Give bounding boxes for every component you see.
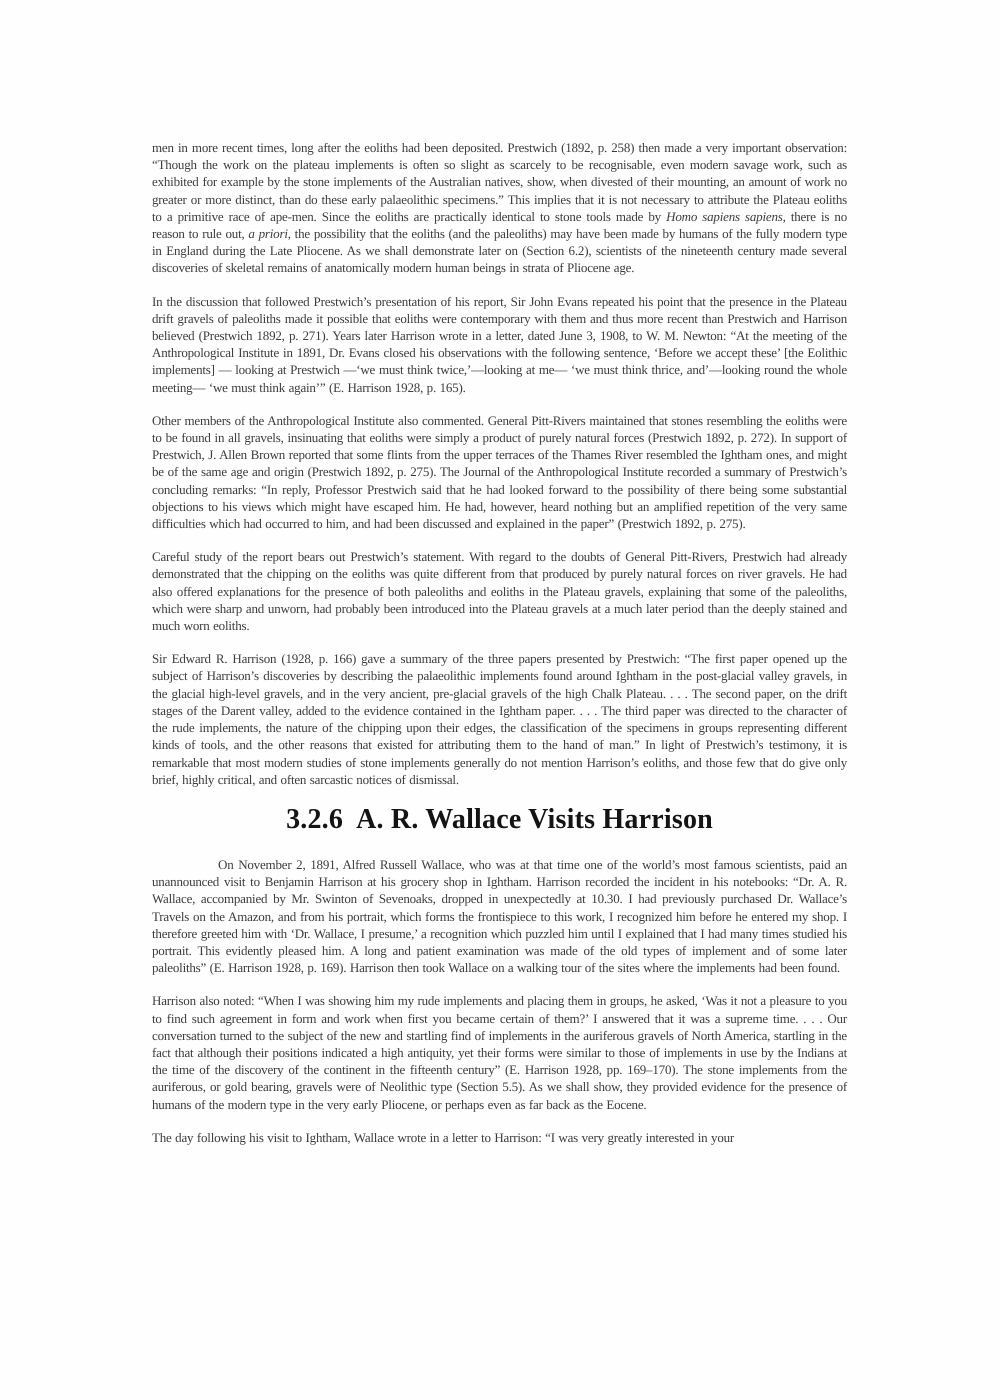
body-paragraph-7	[152, 992, 847, 1112]
paragraph-text: , the possibility that the eoliths (and the paleoliths) may have been made by humans of the fully modern type in England during the Late Pliocene. As we shall demonstrate later on (Section 6.2), scientists of the nineteenth century made several discoveries of skeletal remains of anatomically modern human beings in strata of Pliocene age.	[152, 226, 847, 276]
body-paragraph-4	[152, 548, 847, 634]
paragraph-text: Harrison also noted: “When I was showing him my rude implements and placing them in groups, he asked, ‘Was it not a pleasure to you to find such agreement in form and work when first you became certain of them?’ I answered that it was a supreme time. . . . Our conversation turned to the subject of the new and startling find of implements in the auriferous gravels of North America, startling in the fact that although their positions indicated a high antiquity, yet their forms were similar to those of implements in use by the Indians at the time of the discovery of the continent in the fifteenth century” (E. Harrison 1928, pp. 169–170). The stone implements from the auriferous, or gold bearing, gravels were of Neolithic type (Section 5.5). As we shall show, they provided evidence for the presence of humans of the modern type in the very early Pliocene, or perhaps even as far back as the Eocene.	[152, 993, 847, 1112]
paragraph-text: Other members of the Anthropological Institute also commented. General Pitt-Rivers maintained that stones resembling the eoliths were to be found in all gravels, insinuating that eoliths were simply a product of purely natural forces (Prestwich 1892, p. 272). In support of Prestwich, J. Allen Brown reported that some flints from the upper terraces of the Thames River resembled the Ightham ones, and might be of the same age and origin (Prestwich 1892, p. 275). The Journal of the Anthropological Institute recorded a summary of Prestwich’s concluding remarks: “In reply, Professor Prestwich said that he had looked forward to the possibility of there being some substantial objections to his views which might have escaped him. He had, however, heard nothing but an amplified repetition of the very same difficulties which had occurred to him, and had been discussed and explained in the paper” (Prestwich 1892, p. 275).	[152, 412, 847, 532]
paragraph-text: , there is no reason to rule out,	[152, 208, 848, 242]
paragraph-text: men in more recent times, long after the eoliths had been deposited. Prestwich (1892, p. 258) then made a very important observation: “Though the work on the plateau implements is often so slight as scarcely to be recognisable, even modern savage work, such as exhibited for example by the stone implements of the Australian natives, show, when divested of their mounting, an amount of work no greater or more distinct, than do these early palaeolithic specimens.” This implies that it is not necessary to attribute the Plateau eoliths to a primitive race of ape-men. Since the eoliths are practically identical to stone tools made by	[152, 140, 847, 224]
page-text-column	[152, 139, 847, 1162]
paragraph-text: Sir Edward R. Harrison (1928, p. 166) gave a summary of the three papers presented by Prestwich: “The first paper opened up the subject of Harrison’s discoveries by describing the palaeolithic implements found around Ightham in the post-glacial valley gravels, in the glacial high-level gravels, and in the very ancient, pre-glacial gravels of the high Chalk Plateau. . . . The second paper, on the drift stages of the Darent valley, added to the evidence contained in the Ightham paper. . . . The third paper was directed to the character of the rude implements, the nature of the chipping upon their edges, the classification of the specimens in groups representing different kinds of tools, and the other reasons that existed for attributing them to the hand of man.” In light of Prestwich’s testimony, it is remarkable that most modern studies of stone implements generally do not mention Harrison’s eoliths, and those few that do give only brief, highly critical, and often sarcastic notices of dismissal.	[152, 651, 847, 787]
body-paragraph-2	[152, 293, 847, 396]
body-paragraph-6	[152, 856, 847, 976]
body-paragraph-5	[152, 650, 847, 788]
paragraph-text: The day following his visit to Ightham, Wallace wrote in a letter to Harrison: “I was very greatly interested in your	[152, 1129, 735, 1145]
section-title: A. R. Wallace Visits Harrison	[356, 803, 713, 835]
paragraph-text: Careful study of the report bears out Prestwich’s statement. With regard to the doubts of General Pitt-Rivers, Prestwich had already demonstrated that the chipping on the eoliths was quite different from that produced by purely natural forces on river gravels. He had also offered explanations for the presence of both paleoliths and eoliths in the Plateau gravels, explaining that some of the paleoliths, which were sharp and unworn, had probably been introduced into the Plateau gravels at a much later period than the deeply stained and much worn eoliths.	[152, 549, 847, 634]
section-number: 3.2.6	[286, 803, 344, 835]
body-paragraph-8	[152, 1129, 847, 1146]
italic-phrase-a-priori: a priori	[248, 226, 288, 242]
section-heading	[152, 804, 847, 836]
italic-phrase-homo-sapiens: Homo sapiens sapiens	[666, 208, 783, 224]
paragraph-text: In the discussion that followed Prestwich’s presentation of his report, Sir John Evans repeated his point that the presence in the Plateau drift gravels of paleoliths made it possible that eoliths were contemporary with them and thus more recent than Prestwich and Harrison believed (Prestwich 1892, p. 271). Years later Harrison wrote in a letter, dated June 3, 1908, to W. M. Newton: “At the meeting of the Anthropological Institute in 1891, Dr. Evans closed his observations with the following sentence, ‘Before we accept these’ [the Eolithic implements] — looking at Prestwich —‘we must think twice,’—looking at me— ‘we must think thrice, and’—looking round the whole meeting— ‘we must think again’” (E. Harrison 1928, p. 165).	[152, 293, 847, 395]
body-paragraph-3	[152, 412, 847, 532]
paragraph-text: On November 2, 1891, Alfred Russell Wallace, who was at that time one of the world’s most famous scientists, paid an unannounced visit to Benjamin Harrison at his grocery shop in Ightham. Harrison recorded the incident in his notebooks: “Dr. A. R. Wallace, accompanied by Mr. Swinton of Sevenoaks, dropped in unexpectedly at 10.30. I had previously purchased Dr. Wallace’s Travels on the Amazon, and from his portrait, which forms the frontispiece to this work, I recognized him before he entered my shop. I therefore greeted him with ‘Dr. Wallace, I presume,’ a recognition which puzzled him until I explained that I had many times studied his portrait. This evidently pleased him. A long and patient examination was made of the old types of implement and of some later paleoliths” (E. Harrison 1928, p. 169). Harrison then took Wallace on a walking tour of the sites where the implements had been found.	[152, 856, 847, 976]
body-paragraph-1	[152, 139, 847, 277]
